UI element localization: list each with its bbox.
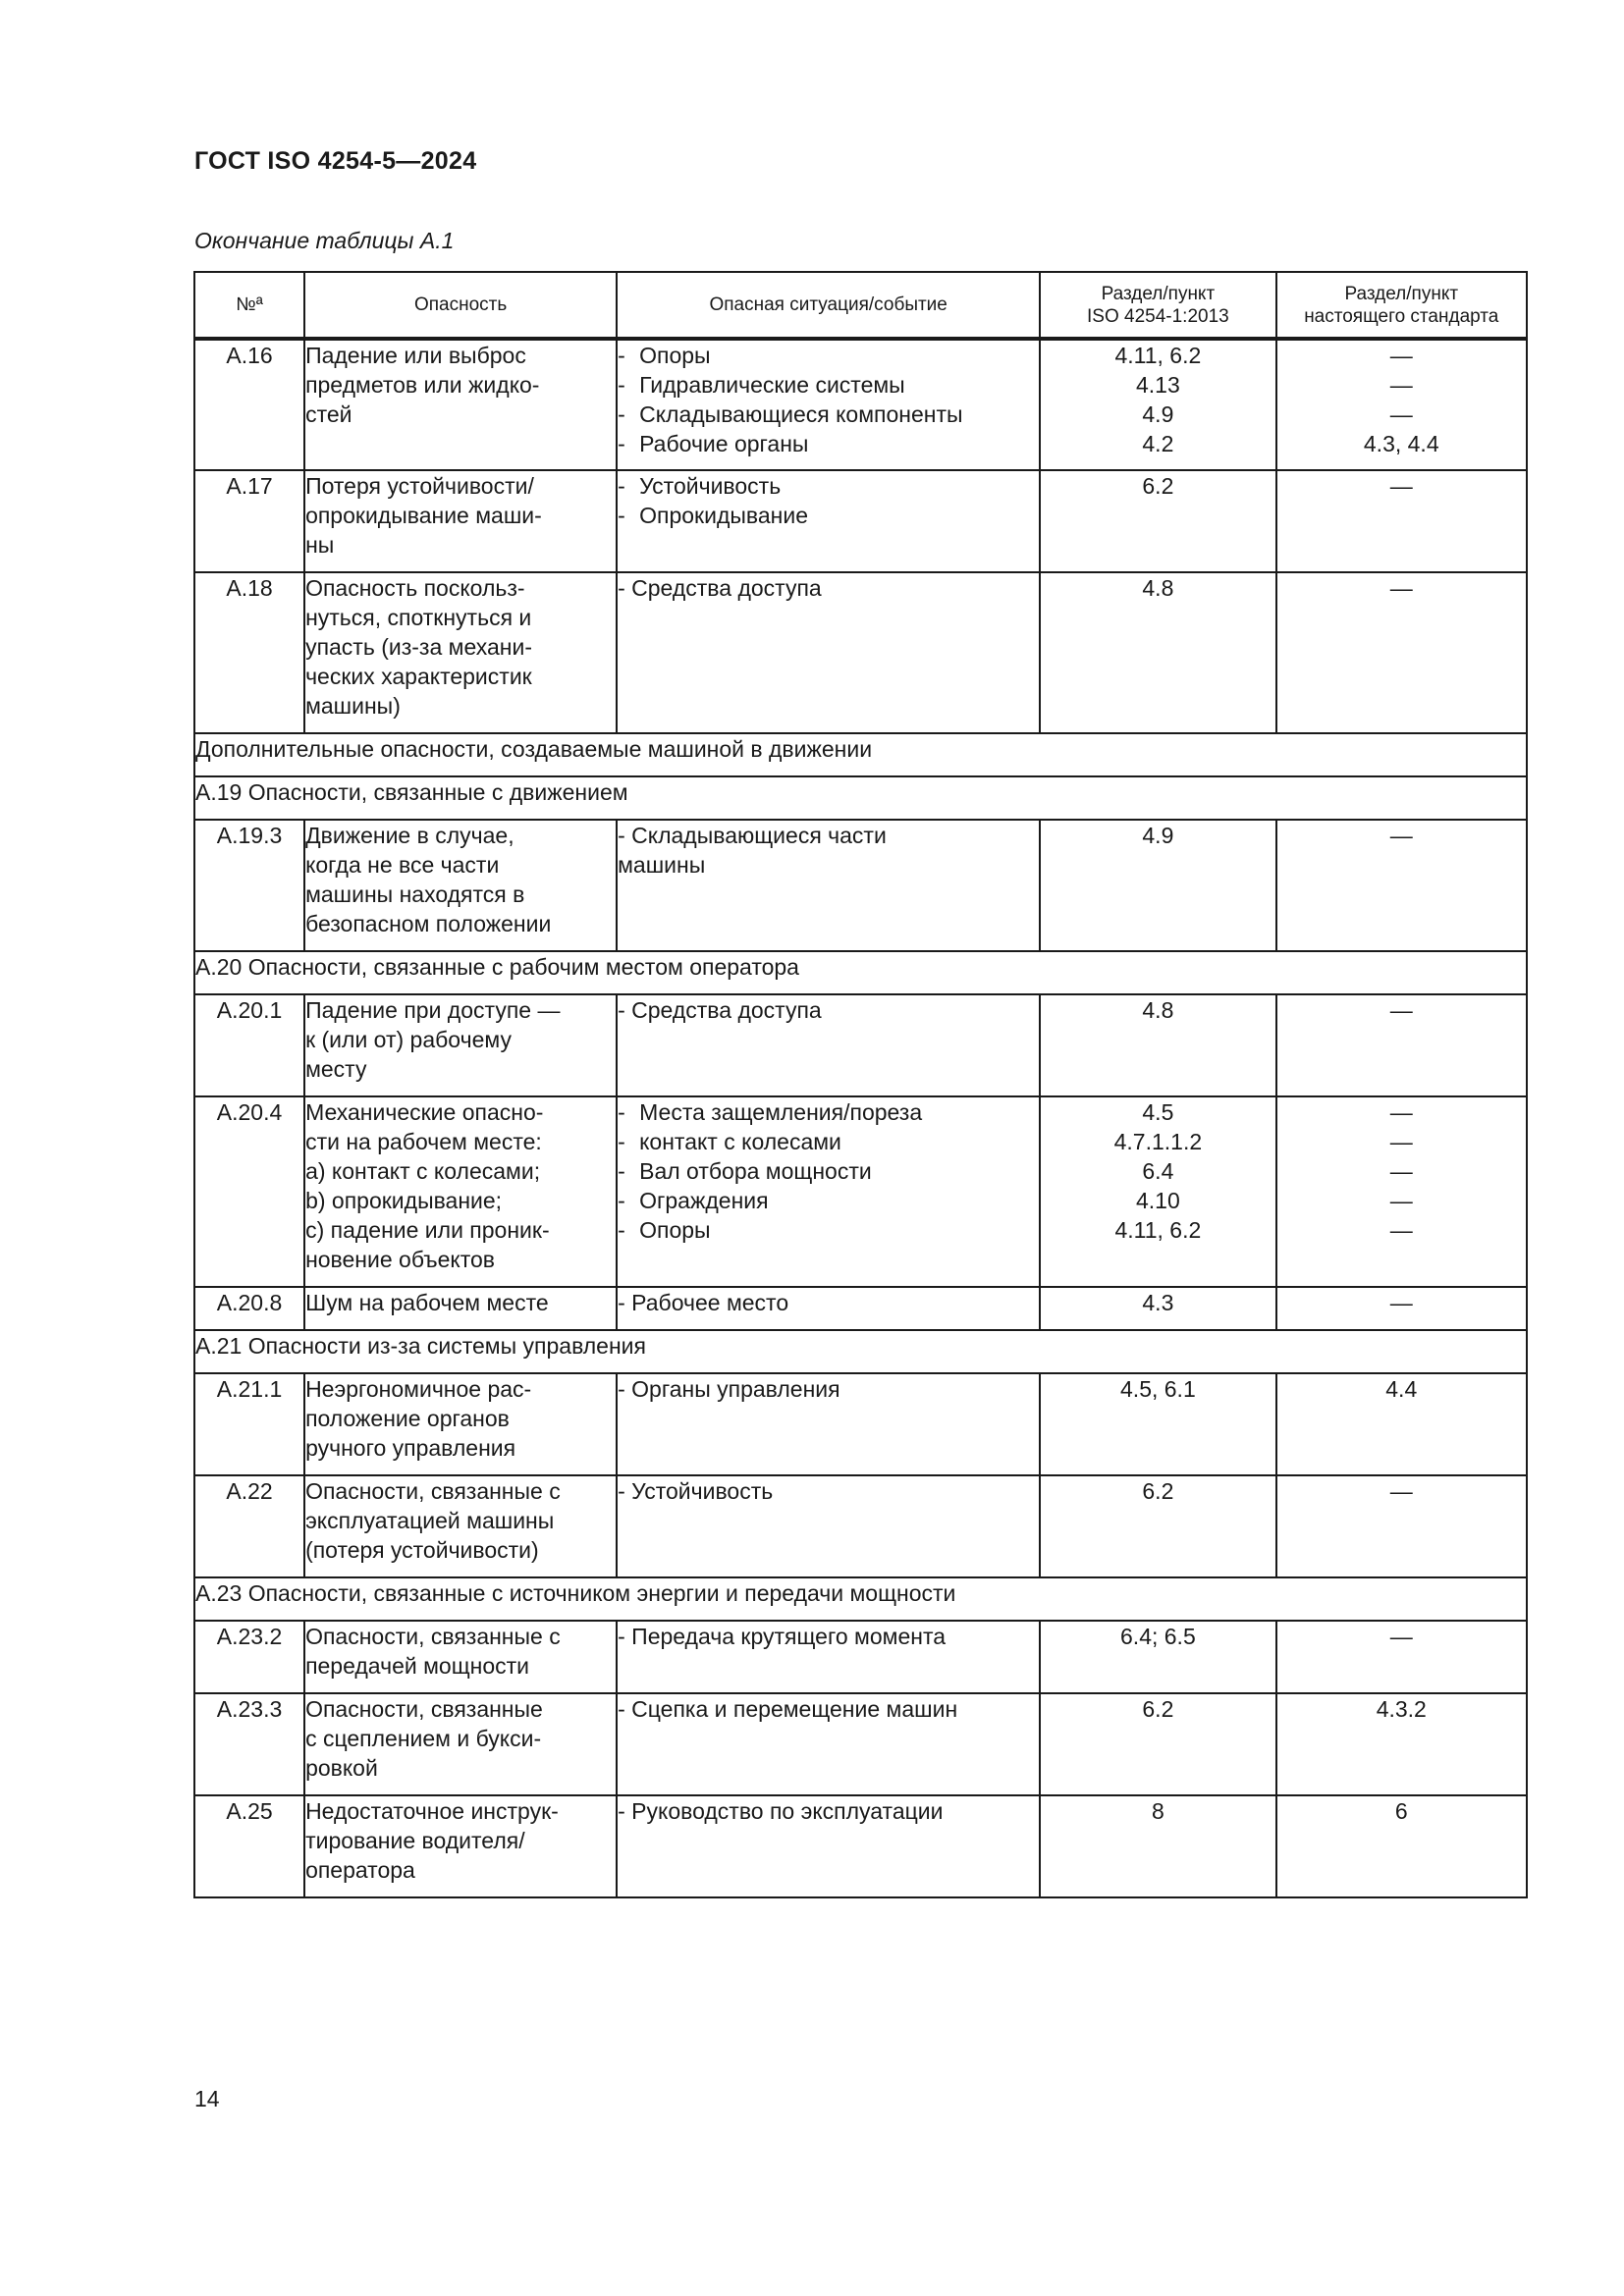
header-std-ref-line1: Раздел/пункт xyxy=(1344,283,1459,304)
hazard-cell xyxy=(304,1693,617,1795)
std-ref-cell xyxy=(1276,994,1527,1096)
table-row xyxy=(194,994,1527,1096)
hazard-cell xyxy=(304,1621,617,1693)
hazard-text-line: Неэргономичное рас- xyxy=(305,1376,532,1402)
situation-cell xyxy=(617,1096,1040,1287)
hazard-text-line: безопасном положении xyxy=(305,911,552,936)
situation-text-line: - Передача крутящего момента xyxy=(618,1624,947,1649)
header-iso-ref-line2: ISO 4254-1:2013 xyxy=(1087,305,1229,327)
table-row xyxy=(194,1795,1527,1897)
hazard-text-line: b) опрокидывание; xyxy=(305,1188,503,1213)
iso-ref-cell xyxy=(1040,994,1275,1096)
situation-list-item xyxy=(618,1127,1039,1156)
iso-ref-cell xyxy=(1040,820,1275,951)
std-ref-cell xyxy=(1276,572,1527,733)
std-ref-value: — xyxy=(1389,1217,1413,1243)
table-row xyxy=(194,1096,1527,1287)
list-dash: - xyxy=(618,1129,625,1154)
std-ref-cell xyxy=(1276,1287,1527,1330)
hazard-text-line: оператора xyxy=(305,1857,415,1883)
hazard-cell xyxy=(304,470,617,572)
hazard-text-line: положение органов xyxy=(305,1406,510,1431)
situation-list-item xyxy=(618,1186,1039,1215)
row-number: А.21.1 xyxy=(194,1373,304,1475)
situation-cell xyxy=(617,1795,1040,1897)
std-ref-value: — xyxy=(1389,401,1413,427)
hazard-text-line: Механические опасно- xyxy=(305,1099,544,1125)
hazard-text-line: с сцеплением и букси- xyxy=(305,1726,542,1751)
header-hazard: Опасность xyxy=(304,272,617,339)
std-ref-value: 4.3.2 xyxy=(1376,1696,1427,1722)
list-dash: - xyxy=(618,1217,625,1243)
hazard-text-line: Потеря устойчивости/ xyxy=(305,473,534,499)
table-row xyxy=(194,1475,1527,1577)
header-iso-ref xyxy=(1040,272,1275,339)
std-ref-value: — xyxy=(1389,1188,1413,1213)
iso-ref-value: 4.9 xyxy=(1142,823,1174,848)
iso-ref-cell xyxy=(1040,1693,1275,1795)
iso-ref-value: 6.4 xyxy=(1142,1158,1174,1184)
list-dash: - xyxy=(618,372,625,398)
hazard-text-line: Опасности, связанные xyxy=(305,1696,543,1722)
std-ref-value: 4.4 xyxy=(1385,1376,1418,1402)
hazard-text-line: машины) xyxy=(305,693,401,719)
table-header-row xyxy=(194,272,1527,339)
std-ref-value: 4.3, 4.4 xyxy=(1363,431,1439,456)
hazard-cell xyxy=(304,994,617,1096)
hazard-text-line: Движение в случае, xyxy=(305,823,514,848)
iso-ref-value: 6.4; 6.5 xyxy=(1120,1624,1196,1649)
iso-ref-value: 4.8 xyxy=(1142,997,1174,1023)
section-row xyxy=(194,1577,1527,1621)
section-row xyxy=(194,1330,1527,1373)
hazard-text-line: ны xyxy=(305,532,335,558)
iso-ref-value: 8 xyxy=(1151,1798,1164,1824)
situation-cell xyxy=(617,572,1040,733)
situation-text: Рабочие органы xyxy=(639,431,809,456)
section-row xyxy=(194,776,1527,820)
table-row xyxy=(194,1621,1527,1693)
row-number: А.25 xyxy=(194,1795,304,1897)
iso-ref-value: 4.2 xyxy=(1142,431,1174,456)
list-dash: - xyxy=(618,1188,625,1213)
std-ref-value: — xyxy=(1389,997,1413,1023)
header-iso-ref-line1: Раздел/пункт xyxy=(1101,283,1216,304)
table-row xyxy=(194,820,1527,951)
std-ref-value: — xyxy=(1389,575,1413,601)
std-ref-value: — xyxy=(1389,343,1413,368)
header-situation: Опасная ситуация/событие xyxy=(617,272,1040,339)
situation-text-line: - Устойчивость xyxy=(618,1478,774,1504)
iso-ref-value: 4.11, 6.2 xyxy=(1114,343,1202,368)
situation-text-line: - Средства доступа xyxy=(618,575,822,601)
row-number: А.17 xyxy=(194,470,304,572)
hazard-text-line: ческих характеристик xyxy=(305,664,532,689)
hazard-cell xyxy=(304,1475,617,1577)
situation-list-item xyxy=(618,370,1039,400)
hazard-text-line: a) контакт с колесами; xyxy=(305,1158,541,1184)
std-ref-value: — xyxy=(1389,372,1413,398)
section-title: А.23 Опасности, связанные с источником энергии и передачи мощности xyxy=(194,1577,1527,1621)
hazard-text-line: стей xyxy=(305,401,352,427)
std-ref-value: 6 xyxy=(1394,1798,1408,1824)
hazard-text-line: к (или от) рабочему xyxy=(305,1027,512,1052)
iso-ref-value: 4.5 xyxy=(1142,1099,1174,1125)
table-row xyxy=(194,470,1527,572)
iso-ref-value: 4.7.1.1.2 xyxy=(1113,1129,1203,1154)
list-dash: - xyxy=(618,343,625,368)
std-ref-cell xyxy=(1276,339,1527,470)
iso-ref-value: 6.2 xyxy=(1142,473,1174,499)
situation-cell xyxy=(617,820,1040,951)
iso-ref-cell xyxy=(1040,1475,1275,1577)
hazard-text-line: нуться, споткнуться и xyxy=(305,605,532,630)
hazard-text-line: передачей мощности xyxy=(305,1653,530,1679)
list-dash: - xyxy=(618,1099,625,1125)
iso-ref-cell xyxy=(1040,470,1275,572)
situation-cell xyxy=(617,1373,1040,1475)
row-number: А.19.3 xyxy=(194,820,304,951)
section-title: А.20 Опасности, связанные с рабочим местом оператора xyxy=(194,951,1527,994)
std-ref-value: — xyxy=(1389,1158,1413,1184)
row-number: А.16 xyxy=(194,339,304,470)
header-std-ref-line2: настоящего стандарта xyxy=(1304,305,1499,327)
table-body xyxy=(194,339,1527,1897)
iso-ref-cell xyxy=(1040,1795,1275,1897)
list-dash: - xyxy=(618,431,625,456)
iso-ref-value: 4.10 xyxy=(1136,1188,1180,1213)
situation-text: Вал отбора мощности xyxy=(639,1158,872,1184)
situation-text: Опоры xyxy=(639,343,711,368)
situation-list-item xyxy=(618,1215,1039,1245)
situation-cell xyxy=(617,339,1040,470)
iso-ref-cell xyxy=(1040,1373,1275,1475)
std-ref-cell xyxy=(1276,1693,1527,1795)
iso-ref-cell xyxy=(1040,1096,1275,1287)
std-ref-value: — xyxy=(1389,1129,1413,1154)
hazard-cell xyxy=(304,1287,617,1330)
situation-list-item xyxy=(618,1156,1039,1186)
row-number: А.23.2 xyxy=(194,1621,304,1693)
hazard-text-line: Падение при доступе — xyxy=(305,997,561,1023)
section-title: Дополнительные опасности, создаваемые машиной в движении xyxy=(194,733,1527,776)
hazard-text-line: эксплуатацией машины xyxy=(305,1508,555,1533)
table-row xyxy=(194,1693,1527,1795)
hazard-cell xyxy=(304,1373,617,1475)
section-title: А.21 Опасности из-за системы управления xyxy=(194,1330,1527,1373)
iso-ref-cell xyxy=(1040,572,1275,733)
situation-list-item xyxy=(618,1097,1039,1127)
hazard-text-line: Опасность поскольз- xyxy=(305,575,525,601)
situation-text: Опоры xyxy=(639,1217,711,1243)
iso-ref-value: 4.5, 6.1 xyxy=(1120,1376,1196,1402)
hazard-text-line: ручного управления xyxy=(305,1435,516,1461)
hazard-cell xyxy=(304,820,617,951)
table-caption: Окончание таблицы А.1 xyxy=(194,228,455,253)
section-row xyxy=(194,951,1527,994)
situation-text-line: - Средства доступа xyxy=(618,997,822,1023)
std-ref-cell xyxy=(1276,820,1527,951)
iso-ref-cell xyxy=(1040,339,1275,470)
row-number: А.20.4 xyxy=(194,1096,304,1287)
table-row xyxy=(194,1373,1527,1475)
hazard-text-line: предметов или жидко- xyxy=(305,372,540,398)
iso-ref-value: 6.2 xyxy=(1142,1478,1174,1504)
iso-ref-cell xyxy=(1040,1287,1275,1330)
situation-list-item xyxy=(618,471,1039,501)
iso-ref-cell xyxy=(1040,1621,1275,1693)
hazard-text-line: месту xyxy=(305,1056,367,1082)
hazard-text-line: Недостаточное инструк- xyxy=(305,1798,559,1824)
hazard-text-line: c) падение или проник- xyxy=(305,1217,550,1243)
situation-cell xyxy=(617,1621,1040,1693)
document-title: ГОСТ ISO 4254-5—2024 xyxy=(194,147,477,175)
hazard-text-line: тирование водителя/ xyxy=(305,1828,525,1853)
situation-cell xyxy=(617,994,1040,1096)
std-ref-value: — xyxy=(1389,1290,1413,1315)
std-ref-cell xyxy=(1276,1475,1527,1577)
std-ref-value: — xyxy=(1389,1099,1413,1125)
situation-text: Ограждения xyxy=(639,1188,769,1213)
row-number: А.20.1 xyxy=(194,994,304,1096)
iso-ref-value: 4.8 xyxy=(1142,575,1174,601)
situation-text-line: - Органы управления xyxy=(618,1376,840,1402)
situation-text-line: машины xyxy=(618,852,706,878)
std-ref-cell xyxy=(1276,1621,1527,1693)
hazard-text-line: когда не все части xyxy=(305,852,500,878)
situation-list-item xyxy=(618,429,1039,458)
page-number: 14 xyxy=(194,2086,220,2111)
section-title: А.19 Опасности, связанные с движением xyxy=(194,776,1527,820)
hazard-cell xyxy=(304,339,617,470)
situation-text: Места защемления/пореза xyxy=(639,1099,923,1125)
std-ref-cell xyxy=(1276,1096,1527,1287)
table-row xyxy=(194,572,1527,733)
row-number: А.23.3 xyxy=(194,1693,304,1795)
situation-text: Устойчивость xyxy=(639,473,782,499)
hazard-text-line: Шум на рабочем месте xyxy=(305,1290,549,1315)
table-row xyxy=(194,1287,1527,1330)
situation-list-item xyxy=(618,400,1039,429)
row-number: А.20.8 xyxy=(194,1287,304,1330)
iso-ref-value: 4.11, 6.2 xyxy=(1114,1217,1202,1243)
situation-list-item xyxy=(618,501,1039,530)
hazard-text-line: ровкой xyxy=(305,1755,378,1781)
hazard-text-line: сти на рабочем месте: xyxy=(305,1129,542,1154)
list-dash: - xyxy=(618,401,625,427)
table-row xyxy=(194,339,1527,470)
hazard-text-line: Опасности, связанные с xyxy=(305,1624,561,1649)
std-ref-value: — xyxy=(1389,1624,1413,1649)
list-dash: - xyxy=(618,1158,625,1184)
header-std-ref xyxy=(1276,272,1527,339)
situation-text: Складывающиеся компоненты xyxy=(639,401,963,427)
hazard-text-line: упасть (из-за механи- xyxy=(305,634,532,660)
list-dash: - xyxy=(618,503,625,528)
std-ref-value: — xyxy=(1389,1478,1413,1504)
hazard-cell xyxy=(304,1096,617,1287)
hazard-text-line: новение объектов xyxy=(305,1247,496,1272)
hazard-text-line: Падение или выброс xyxy=(305,343,526,368)
situation-list-item xyxy=(618,341,1039,370)
std-ref-value: — xyxy=(1389,823,1413,848)
row-number: А.22 xyxy=(194,1475,304,1577)
hazard-text-line: опрокидывание маши- xyxy=(305,503,542,528)
std-ref-cell xyxy=(1276,1795,1527,1897)
std-ref-cell xyxy=(1276,470,1527,572)
situation-text-line: - Руководство по эксплуатации xyxy=(618,1798,944,1824)
situation-cell xyxy=(617,470,1040,572)
std-ref-cell xyxy=(1276,1373,1527,1475)
hazard-cell xyxy=(304,572,617,733)
iso-ref-value: 6.2 xyxy=(1142,1696,1174,1722)
iso-ref-value: 4.13 xyxy=(1136,372,1180,398)
situation-text-line: - Сцепка и перемещение машин xyxy=(618,1696,958,1722)
iso-ref-value: 4.9 xyxy=(1142,401,1174,427)
situation-cell xyxy=(617,1287,1040,1330)
row-number: А.18 xyxy=(194,572,304,733)
situation-text: Гидравлические системы xyxy=(639,372,905,398)
situation-text: Опрокидывание xyxy=(639,503,808,528)
section-row xyxy=(194,733,1527,776)
situation-text: контакт с колесами xyxy=(639,1129,841,1154)
situation-cell xyxy=(617,1693,1040,1795)
situation-cell xyxy=(617,1475,1040,1577)
header-num: №ª xyxy=(194,272,304,339)
hazard-text-line: (потеря устойчивости) xyxy=(305,1537,539,1563)
hazard-text-line: машины находятся в xyxy=(305,881,525,907)
hazard-cell xyxy=(304,1795,617,1897)
hazard-table xyxy=(193,271,1528,1898)
situation-text-line: - Рабочее место xyxy=(618,1290,789,1315)
std-ref-value: — xyxy=(1389,473,1413,499)
hazard-text-line: Опасности, связанные с xyxy=(305,1478,561,1504)
list-dash: - xyxy=(618,473,625,499)
iso-ref-value: 4.3 xyxy=(1142,1290,1174,1315)
situation-text-line: - Складывающиеся части xyxy=(618,823,887,848)
